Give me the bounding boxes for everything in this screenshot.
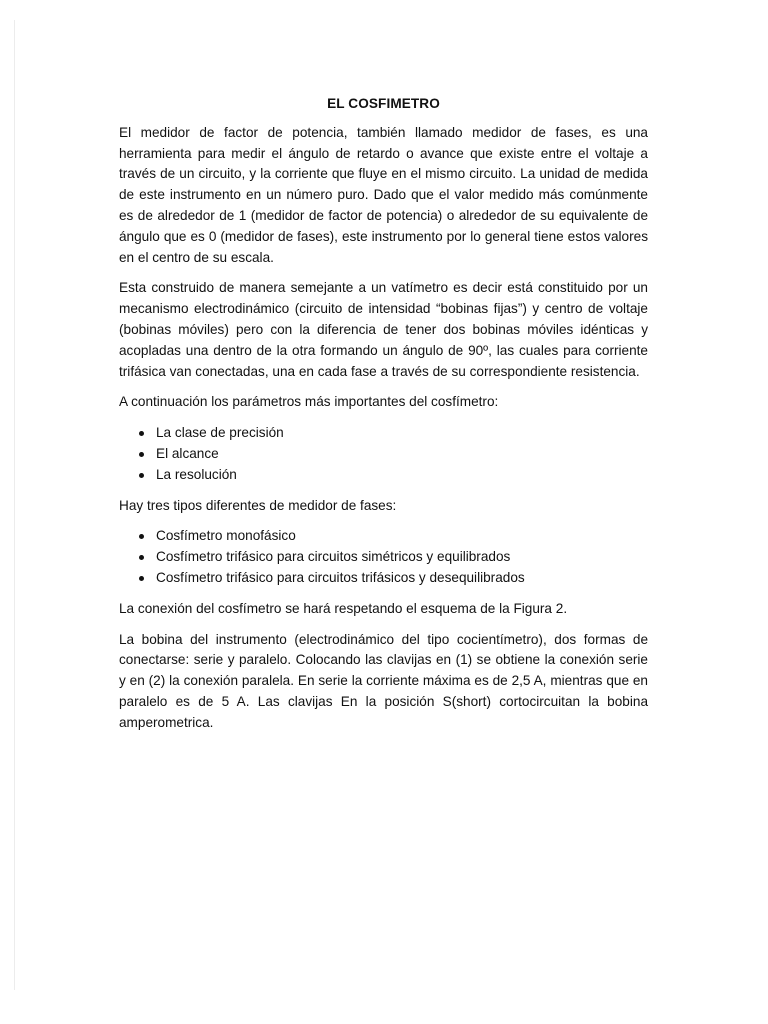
paragraph-parameters-intro: A continuación los parámetros más importantes del cosfímetro:	[119, 394, 499, 410]
parameters-list	[119, 423, 648, 485]
list-item	[139, 465, 648, 486]
list-item-text: La resolución	[156, 466, 237, 482]
bullet-icon	[139, 555, 144, 560]
list-item-text: Cosfímetro trifásico para circuitos simétricos y equilibrados	[156, 549, 511, 565]
bullet-icon	[139, 534, 144, 539]
document-body	[119, 94, 648, 744]
page-edge-shadow	[14, 20, 15, 990]
document-title: EL COSFIMETRO	[327, 96, 440, 111]
bullet-icon	[139, 576, 144, 581]
list-item-text: El alcance	[156, 445, 219, 461]
list-item	[139, 444, 648, 465]
paragraph-coil: La bobina del instrumento (electrodinámico del tipo cocientímetro), dos formas de conectarse: serie y paralelo. Colocando las clavijas en (1) se obtiene la conexión serie y en (2) la conexión paralela. En serie la corriente máxima es de 2,5 A, mientras que en paralelo es de 5 A. Las clavijas En la posición S(short) cortocircuitan la bobina amperometrica.	[119, 631, 648, 730]
types-list	[119, 526, 648, 588]
list-item	[139, 547, 648, 568]
bullet-icon	[139, 431, 144, 436]
paragraph-connection: La conexión del cosfímetro se hará respetando el esquema de la Figura 2.	[119, 600, 568, 616]
list-item-text: Cosfímetro monofásico	[156, 528, 296, 544]
paragraph-types-intro: Hay tres tipos diferentes de medidor de fases:	[119, 497, 397, 513]
bullet-icon	[139, 473, 144, 478]
list-item	[139, 526, 648, 547]
paragraph-definition: El medidor de factor de potencia, también llamado medidor de fases, es una herramienta para medir el ángulo de retardo o avance que existe entre el voltaje a través de un circuito, y la corriente que fluye en el mismo circuito. La unidad de medida de este instrumento en un número puro. Dado que el valor medido más comúnmente es de alrededor de 1 (medidor de factor de potencia) o alrededor de su equivalente de ángulo que es 0 (medidor de fases), este instrumento por lo general tiene estos valores en el centro de su escala.	[119, 124, 648, 265]
list-item-text: La clase de precisión	[156, 425, 284, 441]
list-item	[139, 423, 648, 444]
paragraph-construction: Esta construido de manera semejante a un vatímetro es decir está constituido por un mecanismo electrodinámico (circuito de intensidad “bobinas fijas”) y centro de voltaje (bobinas móviles) pero con la diferencia de tener dos bobinas móviles idénticas y acopladas una dentro de la otra formando un ángulo de 90º, las cuales para corriente trifásica van conectadas, una en cada fase a través de su correspondiente resistencia.	[119, 280, 648, 379]
list-item	[139, 568, 648, 589]
list-item-text: Cosfímetro trifásico para circuitos trifásicos y desequilibrados	[156, 569, 525, 585]
bullet-icon	[139, 452, 144, 457]
